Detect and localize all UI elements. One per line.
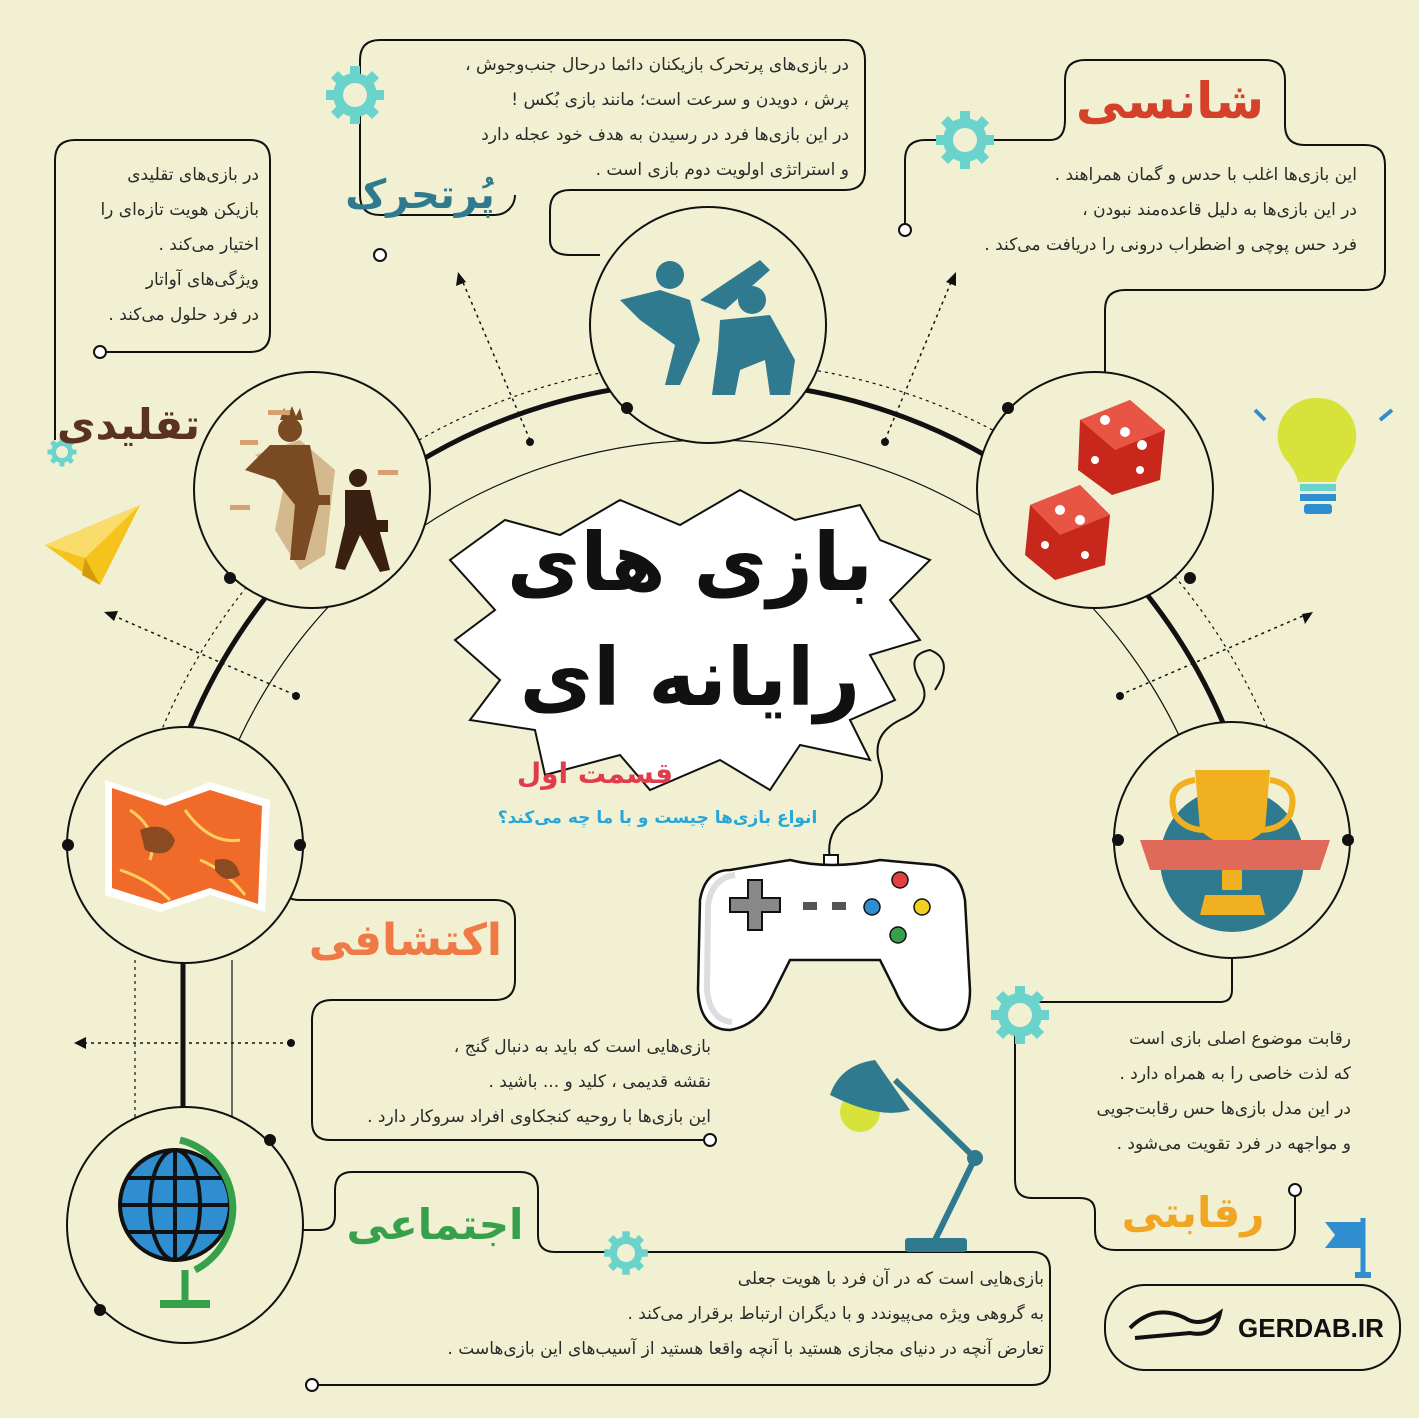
text-line: در این بازی‌ها فرد در رسیدن به هدف خود عجله دارد xyxy=(481,125,849,145)
text-imitation xyxy=(100,158,259,333)
text-line: رقابت موضوع اصلی بازی است xyxy=(1129,1029,1351,1049)
text-line: در این بازی‌ها به دلیل قاعده‌مند نبودن ، xyxy=(1082,200,1357,220)
text-line: پرش ، دویدن و سرعت است؛ مانند بازی بُکس ! xyxy=(511,90,849,110)
text-line: و استراتژی اولویت دوم بازی است . xyxy=(595,160,849,180)
text-line: در فرد حلول می‌کند . xyxy=(108,305,259,325)
text-line: نقشه قدیمی ، کلید و ... باشید . xyxy=(488,1072,711,1092)
label-imitation: تقلیدی xyxy=(56,400,200,449)
paper-plane-icon xyxy=(45,505,140,585)
main-title-line2: رایانه ای xyxy=(519,631,861,724)
label-exploration: اکتشافی xyxy=(308,915,502,966)
text-line: اختیار می‌کند . xyxy=(158,235,259,255)
subtitle: انواع بازی‌ها چیست و با ما چه می‌کند؟ xyxy=(497,808,818,828)
text-social xyxy=(447,1262,1044,1367)
text-line: در این مدل بازی‌ها حس رقابت‌جویی xyxy=(1096,1099,1351,1119)
text-exploration xyxy=(367,1030,711,1135)
label-competitive: رقابتی xyxy=(1121,1188,1265,1237)
text-line: بازی‌هایی است که در آن فرد با هویت جعلی xyxy=(737,1269,1044,1289)
part-label: قسمت اول xyxy=(516,757,674,790)
label-action: پُرتحرک xyxy=(345,172,495,218)
text-line: که لذت خاصی را به همراه دارد . xyxy=(1119,1064,1351,1084)
flag-icon xyxy=(1325,1218,1371,1278)
main-title-line1: بازی های xyxy=(506,516,874,609)
text-line: این بازی‌ها با روحیه کنجکاوی افراد سروکار دارد . xyxy=(367,1107,711,1127)
text-line: ویژگی‌های آواتار xyxy=(145,270,259,290)
brand-site[interactable]: GERDAB.IR xyxy=(1238,1313,1384,1343)
light-bulb-icon xyxy=(1255,398,1392,514)
text-line: بازیکن هویت تازه‌ای را xyxy=(100,200,259,220)
text-line: به گروهی ویژه می‌پیوندد و با دیگران ارتباط برقرار می‌کند . xyxy=(627,1304,1044,1324)
text-line: بازی‌هایی است که باید به دنبال گنج ، xyxy=(453,1037,711,1057)
text-action xyxy=(465,48,849,188)
text-line: این بازی‌ها اغلب با حدس و گمان همراهند . xyxy=(1054,165,1357,185)
text-competitive xyxy=(1097,1022,1351,1162)
treasure-map-icon xyxy=(105,780,270,912)
desk-lamp-icon xyxy=(830,1060,983,1252)
text-line: در بازی‌های تقلیدی xyxy=(127,165,259,185)
text-line: در بازی‌های پرتحرک بازیکنان دائما درحال جنب‌وجوش ، xyxy=(465,55,849,75)
label-luck: شانسی xyxy=(1075,72,1265,130)
gerdab-logo-script xyxy=(1130,1312,1220,1338)
text-luck xyxy=(984,158,1357,263)
label-social: اجتماعی xyxy=(346,1200,524,1249)
text-line: فرد حس پوچی و اضطراب درونی را دریافت می‌کند . xyxy=(984,235,1357,255)
text-line: تعارض آنچه در دنیای مجازی هستید با آنچه واقعا هستید از آسیب‌های این بازی‌هاست . xyxy=(447,1339,1044,1359)
text-line: و مواجهه در فرد تقویت می‌شود . xyxy=(1116,1134,1351,1154)
